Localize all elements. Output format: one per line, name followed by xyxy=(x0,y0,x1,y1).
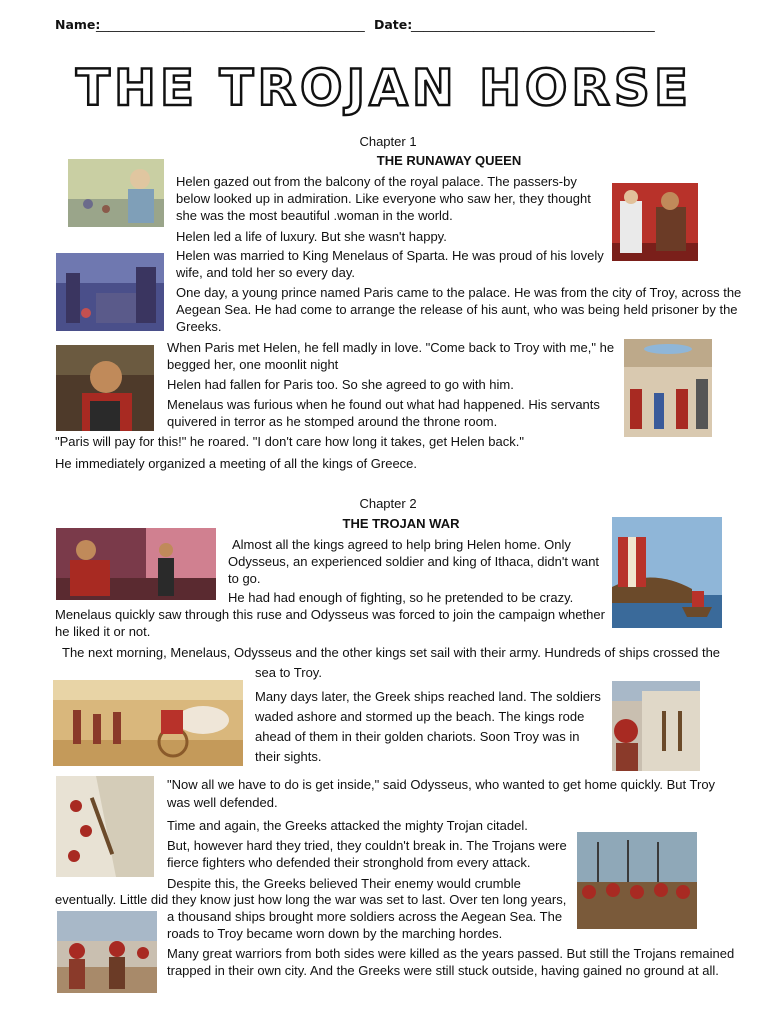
illustration-menelaus-helen xyxy=(612,183,698,261)
ch2-line: Time and again, the Greeks attacked the mighty Trojan citadel. xyxy=(167,818,528,833)
ch1-line: Greeks. xyxy=(176,319,222,334)
page-title: THE TROJAN HORSE xyxy=(75,59,693,117)
ch1-line: quivered in terror as he stomped around the throne room. xyxy=(167,414,498,429)
ch2-line: He had had enough of fighting, so he pretended to be crazy. xyxy=(228,590,574,605)
illustration-chariots xyxy=(53,680,243,766)
illustration-helen-balcony xyxy=(68,159,164,227)
ch2-line: a thousand ships brought more soldiers across the Aegean Sea. The xyxy=(167,909,563,924)
ch2-line: to go. xyxy=(228,571,261,586)
ch2-line: Odysseus, an experienced soldier and king of Ithaca, didn't want xyxy=(228,554,600,569)
illustration-throne-room xyxy=(624,339,712,437)
ch2-line: waded ashore and stormed up the beach. The kings rode xyxy=(255,709,585,724)
ch2-line: Many days later, the Greek ships reached land. The soldiers xyxy=(255,689,601,704)
illustration-wall-attack xyxy=(56,776,154,877)
illustration-kings-council xyxy=(56,528,216,600)
ch2-line: eventually. Little did they know just how long the war was set to last. Over ten long years, xyxy=(55,892,567,907)
ch2-line: But, however hard they tried, they couldn't break in. The Trojans were xyxy=(167,838,567,853)
ch1-line: Helen was married to King Menelaus of Sparta. He was proud of his lovely xyxy=(176,248,604,263)
chapter2-heading: THE TROJAN WAR xyxy=(342,516,460,531)
ch1-line: Aegean Sea. He had come to arrange the release of his aunt, who was being held prisoner by the xyxy=(176,302,738,317)
name-blank: ___________________________________________ xyxy=(96,17,365,32)
ch2-line: ahead of them in their golden chariots. Soon Troy was in xyxy=(255,729,580,744)
illustration-warriors xyxy=(57,911,157,993)
ch2-line: The next morning, Menelaus, Odysseus and the other kings set sail with their army. Hundreds of ships crossed the xyxy=(62,645,721,660)
ch1-line: Helen led a life of luxury. But she wasn't happy. xyxy=(176,229,447,244)
ch2-line: Many great warriors from both sides were killed as the years passed. But still the Trojans remained xyxy=(167,946,735,961)
ch1-line: wife, and told her so every day. xyxy=(176,265,355,280)
chapter1-heading: THE RUNAWAY QUEEN xyxy=(376,153,522,168)
ch1-line: One day, a young prince named Paris came to the palace. He was from the city of Troy, across the xyxy=(176,285,742,300)
ch1-line: He immediately organized a meeting of all the kings of Greece. xyxy=(55,456,418,471)
ch1-line: below looked up in admiration. Like everyone who saw her, they thought xyxy=(176,191,591,206)
ch2-line: Menelaus quickly saw through this ruse and Odysseus was forced to join the campaign whether xyxy=(55,607,605,622)
date-label: Date: xyxy=(374,17,413,32)
ch1-line: begged her, one moonlit night xyxy=(167,357,339,372)
illustration-troy-walls xyxy=(612,681,700,771)
ch2-line: Despite this, the Greeks believed Their enemy would crumble xyxy=(167,876,521,891)
ch2-line: Almost all the kings agreed to help bring Helen home. Only xyxy=(232,537,571,552)
chapter1-label: Chapter 1 xyxy=(359,134,417,149)
ch2-line: their sights. xyxy=(255,749,322,764)
ch1-line: "Paris will pay for this!" he roared. "I don't care how long it takes, get Helen back." xyxy=(55,434,524,449)
ch1-line: she was the most beautiful .woman in the world. xyxy=(176,208,453,223)
illustration-paris-arrives xyxy=(56,253,164,331)
ch2-line: sea to Troy. xyxy=(255,665,322,680)
chapter2-label: Chapter 2 xyxy=(359,496,417,511)
illustration-army-march xyxy=(577,832,697,929)
ch1-line: Menelaus was furious when he found out what had happened. His servants xyxy=(167,397,600,412)
ch2-line: fierce fighters who defended their stronghold from every attack. xyxy=(167,855,531,870)
ch2-line: trapped in their own city. And the Greeks were still stuck outside, having gained no ground at all. xyxy=(167,963,719,978)
ch2-line: was well defended. xyxy=(167,795,278,810)
ch1-line: When Paris met Helen, he fell madly in love. "Come back to Troy with me," he xyxy=(167,340,615,355)
date-blank: _______________________________________ xyxy=(411,17,655,32)
name-label: Name: xyxy=(55,17,101,32)
illustration-paris-portrait xyxy=(56,345,154,431)
illustration-ships-sail xyxy=(612,517,722,628)
ch2-line: roads to Troy became worn down by the marching hordes. xyxy=(167,926,503,941)
ch2-line: "Now all we have to do is get inside," said Odysseus, who wanted to get home quickly. But Troy xyxy=(167,777,716,792)
ch1-line: Helen gazed out from the balcony of the royal palace. The passers-by xyxy=(176,174,577,189)
ch2-line: he liked it or not. xyxy=(55,624,151,639)
ch1-line: Helen had fallen for Paris too. So she agreed to go with him. xyxy=(167,377,514,392)
